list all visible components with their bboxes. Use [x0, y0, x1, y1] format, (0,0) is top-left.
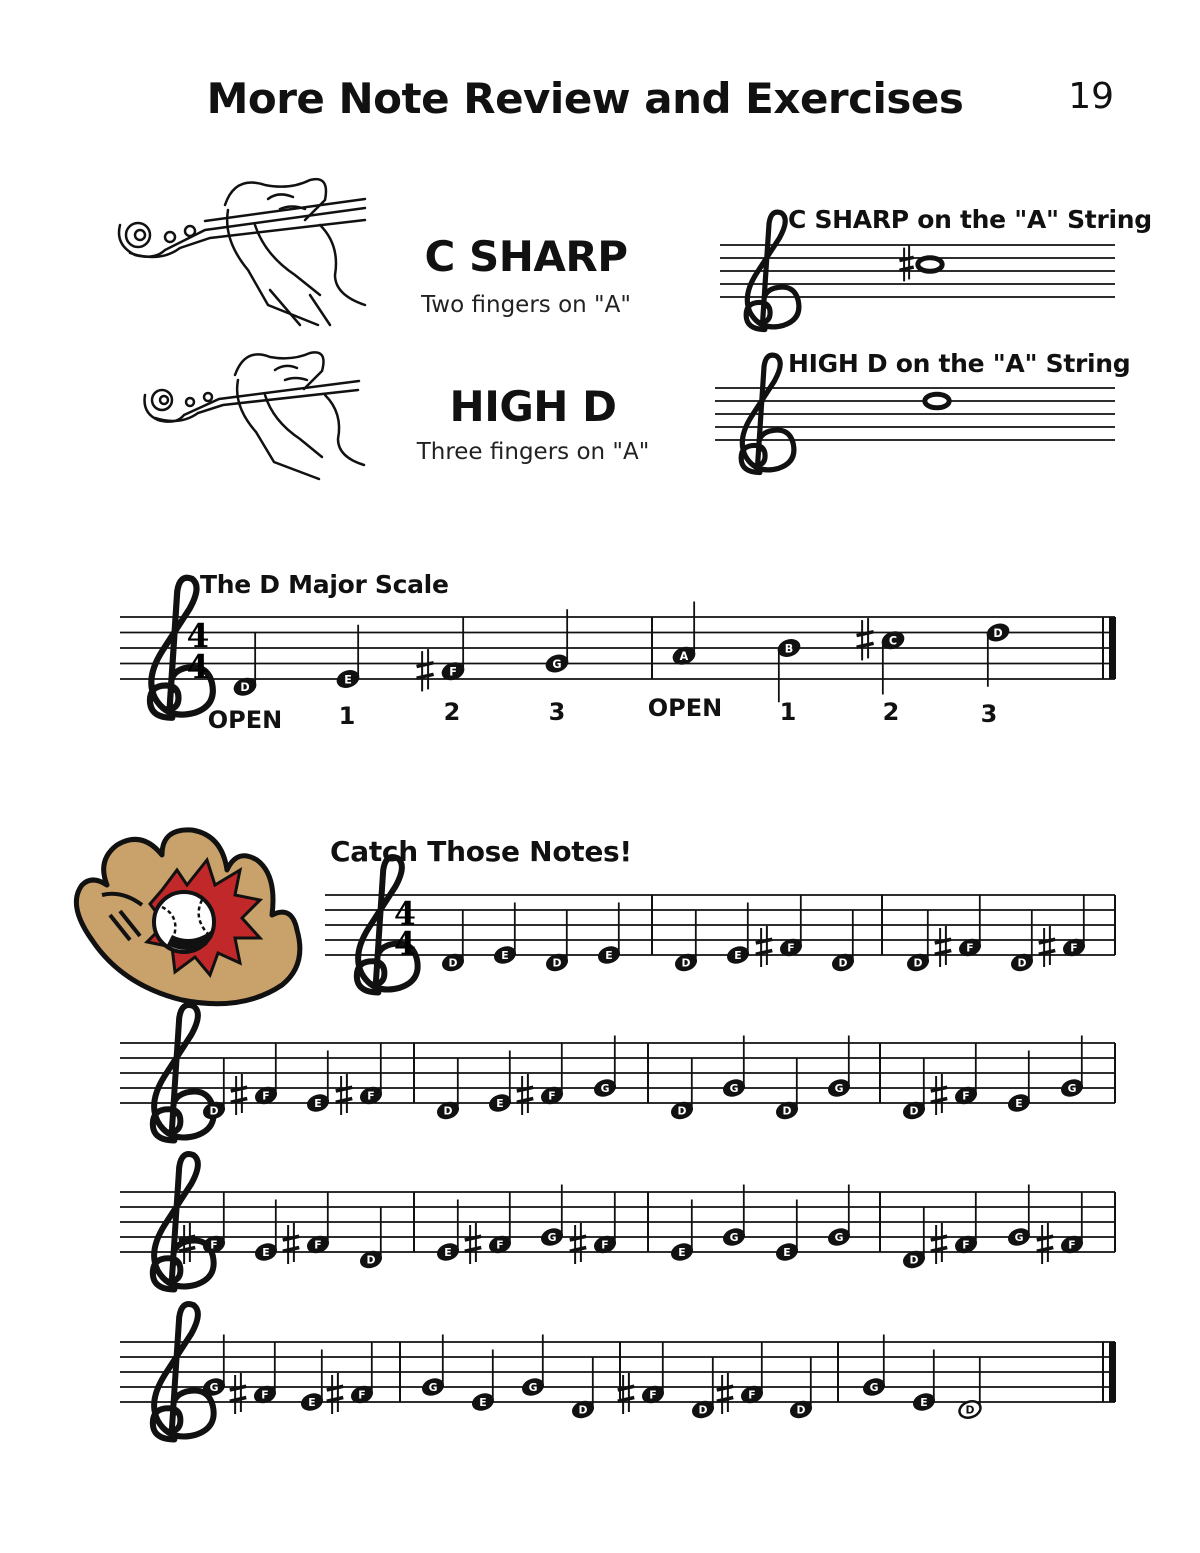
svg-text:D: D	[782, 1104, 792, 1118]
sharp-sign	[931, 1074, 948, 1115]
staff-label-high-d: HIGH D on the "A" String	[788, 349, 1131, 378]
note-f-sharp	[778, 895, 804, 959]
staff-lines-scale	[120, 617, 1115, 679]
svg-text:D: D	[448, 956, 458, 970]
note-f-sharp	[1061, 895, 1087, 959]
note-f-sharp	[252, 1342, 278, 1406]
note-f-sharp	[253, 1043, 279, 1107]
svg-text:G: G	[547, 1231, 557, 1245]
sharp-sign	[230, 1373, 247, 1414]
note-e	[470, 1350, 496, 1414]
svg-text:E: E	[308, 1396, 316, 1410]
svg-text:E: E	[501, 949, 509, 963]
sharp-sign	[756, 926, 773, 967]
svg-text:F: F	[966, 941, 974, 955]
svg-text:E: E	[783, 1246, 791, 1260]
note-b	[776, 637, 802, 703]
note-g	[1006, 1185, 1032, 1249]
note-d	[232, 633, 258, 699]
svg-text:D: D	[965, 1403, 975, 1417]
note-g	[721, 1185, 747, 1249]
svg-text:G: G	[600, 1082, 610, 1096]
svg-text:F: F	[314, 1238, 322, 1252]
note-d	[201, 1058, 227, 1122]
svg-text:F: F	[1068, 1238, 1076, 1252]
page-number: 19	[1068, 76, 1114, 117]
sharp-sign	[931, 1223, 948, 1264]
note-f-sharp	[358, 1043, 384, 1107]
svg-text:G: G	[729, 1082, 739, 1096]
note-c-sharp	[880, 629, 906, 695]
staff-label-c-sharp: C SHARP on the "A" String	[788, 205, 1152, 234]
svg-text:D: D	[1017, 956, 1027, 970]
note-e	[911, 1350, 937, 1414]
note-e	[669, 1200, 695, 1264]
svg-text:D: D	[698, 1403, 708, 1417]
svg-text:E: E	[496, 1097, 504, 1111]
time-signature-denominator: 4	[394, 925, 416, 963]
note-description-high-d: Three fingers on "A"	[416, 439, 650, 465]
svg-text:G: G	[528, 1381, 538, 1395]
svg-text:D: D	[838, 956, 848, 970]
sharp-sign	[899, 246, 913, 282]
sharp-sign	[231, 1074, 248, 1115]
note-d	[788, 1357, 814, 1421]
svg-text:D: D	[909, 1253, 919, 1267]
note-f-sharp	[440, 617, 466, 683]
note-g	[420, 1335, 446, 1399]
note-f-sharp	[539, 1043, 565, 1107]
svg-text:G: G	[869, 1381, 879, 1395]
staff-lines-exercise-1	[325, 895, 1115, 955]
svg-text:F: F	[1070, 941, 1078, 955]
svg-text:G: G	[1014, 1231, 1024, 1245]
final-barline-thick	[1109, 617, 1116, 679]
svg-text:D: D	[552, 956, 562, 970]
svg-text:F: F	[787, 941, 795, 955]
note-d	[925, 394, 949, 408]
note-d	[440, 910, 466, 974]
svg-text:F: F	[262, 1089, 270, 1103]
sharp-sign	[857, 618, 874, 660]
note-d	[690, 1357, 716, 1421]
svg-text:E: E	[920, 1396, 928, 1410]
note-d	[985, 621, 1011, 687]
time-signature-numerator: 4	[186, 616, 210, 656]
note-d	[570, 1357, 596, 1421]
svg-text:D: D	[796, 1403, 806, 1417]
sharp-sign	[465, 1223, 482, 1264]
fingering-label: 2	[443, 698, 461, 726]
note-g	[201, 1335, 227, 1399]
note-e	[492, 903, 518, 967]
time-signature-denominator: 4	[186, 647, 210, 687]
fingering-label: OPEN	[207, 706, 283, 734]
note-f-sharp	[953, 1043, 979, 1107]
note-d	[435, 1058, 461, 1122]
svg-text:G: G	[834, 1231, 844, 1245]
svg-text:F: F	[748, 1388, 756, 1402]
note-f-sharp	[957, 895, 983, 959]
svg-text:D: D	[913, 956, 923, 970]
note-e	[335, 625, 361, 691]
svg-text:A: A	[679, 650, 689, 664]
note-d-half	[957, 1357, 983, 1421]
fingering-label: 3	[548, 698, 566, 726]
fingering-label: 3	[980, 700, 998, 728]
svg-text:D: D	[443, 1104, 453, 1118]
note-e	[253, 1200, 279, 1264]
svg-text:D: D	[909, 1104, 919, 1118]
svg-text:E: E	[444, 1246, 452, 1260]
svg-text:D: D	[681, 956, 691, 970]
note-d	[358, 1207, 384, 1271]
note-a	[671, 602, 697, 668]
svg-text:D: D	[993, 626, 1003, 640]
svg-text:G: G	[834, 1082, 844, 1096]
note-f-sharp	[305, 1192, 331, 1256]
note-g	[826, 1036, 852, 1100]
svg-text:G: G	[209, 1381, 219, 1395]
note-d	[905, 910, 931, 974]
time-signature-numerator: 4	[394, 895, 416, 933]
note-d	[830, 910, 856, 974]
note-d	[1009, 910, 1035, 974]
scale-title: The D Major Scale	[200, 570, 449, 599]
sharp-sign	[283, 1223, 300, 1264]
svg-text:G: G	[428, 1381, 438, 1395]
svg-text:D: D	[240, 681, 250, 695]
svg-text:E: E	[605, 949, 613, 963]
note-c-sharp	[918, 258, 942, 272]
note-name-c-sharp: C SHARP	[424, 232, 628, 281]
svg-text:D: D	[578, 1403, 588, 1417]
svg-text:F: F	[367, 1089, 375, 1103]
svg-text:F: F	[449, 665, 457, 679]
svg-text:E: E	[1015, 1097, 1023, 1111]
sharp-sign	[935, 926, 952, 967]
note-f-sharp	[640, 1342, 666, 1406]
svg-text:D: D	[209, 1104, 219, 1118]
svg-text:F: F	[261, 1388, 269, 1402]
note-e	[774, 1200, 800, 1264]
note-description-c-sharp: Two fingers on "A"	[421, 292, 631, 318]
svg-text:F: F	[496, 1238, 504, 1252]
note-d	[774, 1058, 800, 1122]
note-g	[721, 1036, 747, 1100]
sharp-sign	[717, 1373, 734, 1414]
svg-text:F: F	[649, 1388, 657, 1402]
svg-text:F: F	[962, 1089, 970, 1103]
svg-text:F: F	[962, 1238, 970, 1252]
exercise-title: Catch Those Notes!	[330, 835, 632, 868]
svg-text:G: G	[552, 657, 562, 671]
fingering-label: OPEN	[647, 694, 723, 722]
page-title: More Note Review and Exercises	[206, 74, 964, 123]
svg-text:E: E	[479, 1396, 487, 1410]
svg-text:E: E	[734, 949, 742, 963]
note-e	[596, 903, 622, 967]
sharp-sign	[570, 1223, 587, 1264]
note-g	[861, 1335, 887, 1399]
note-e	[725, 903, 751, 967]
fingering-label: 1	[338, 702, 356, 730]
note-e	[435, 1200, 461, 1264]
note-g	[826, 1185, 852, 1249]
note-g	[539, 1185, 565, 1249]
svg-text:G: G	[1067, 1082, 1077, 1096]
note-g	[1059, 1036, 1085, 1100]
svg-text:G: G	[729, 1231, 739, 1245]
sharp-sign	[327, 1373, 344, 1414]
note-e	[487, 1051, 513, 1115]
svg-text:F: F	[358, 1388, 366, 1402]
note-f-sharp	[739, 1342, 765, 1406]
note-g	[520, 1335, 546, 1399]
svg-text:D: D	[677, 1104, 687, 1118]
note-g	[592, 1036, 618, 1100]
sharp-sign	[1039, 926, 1056, 967]
fingering-label: 1	[779, 698, 797, 726]
note-f-sharp	[1059, 1192, 1085, 1256]
sharp-sign	[336, 1074, 353, 1115]
note-d	[901, 1207, 927, 1271]
svg-text:E: E	[344, 673, 352, 687]
note-d	[673, 910, 699, 974]
svg-text:B: B	[784, 642, 794, 656]
svg-text:D: D	[366, 1253, 376, 1267]
final-barline-thick	[1109, 1342, 1116, 1402]
svg-text:C: C	[888, 634, 898, 648]
sharp-sign	[417, 649, 434, 691]
sharp-sign	[1037, 1223, 1054, 1264]
note-d	[544, 910, 570, 974]
fingering-label: 2	[882, 698, 900, 726]
svg-text:E: E	[314, 1097, 322, 1111]
note-f-sharp	[953, 1192, 979, 1256]
note-f-sharp	[592, 1192, 618, 1256]
note-name-high-d: HIGH D	[449, 382, 617, 431]
note-d	[901, 1058, 927, 1122]
note-e	[1006, 1051, 1032, 1115]
note-g	[544, 609, 570, 675]
svg-text:F: F	[210, 1238, 218, 1252]
note-e	[299, 1350, 325, 1414]
svg-text:E: E	[262, 1246, 270, 1260]
sharp-sign	[517, 1074, 534, 1115]
svg-text:F: F	[601, 1238, 609, 1252]
svg-text:E: E	[678, 1246, 686, 1260]
note-e	[305, 1051, 331, 1115]
note-d	[669, 1058, 695, 1122]
note-f-sharp	[349, 1342, 375, 1406]
note-f-sharp	[487, 1192, 513, 1256]
svg-text:F: F	[548, 1089, 556, 1103]
note-f-sharp	[201, 1192, 227, 1256]
